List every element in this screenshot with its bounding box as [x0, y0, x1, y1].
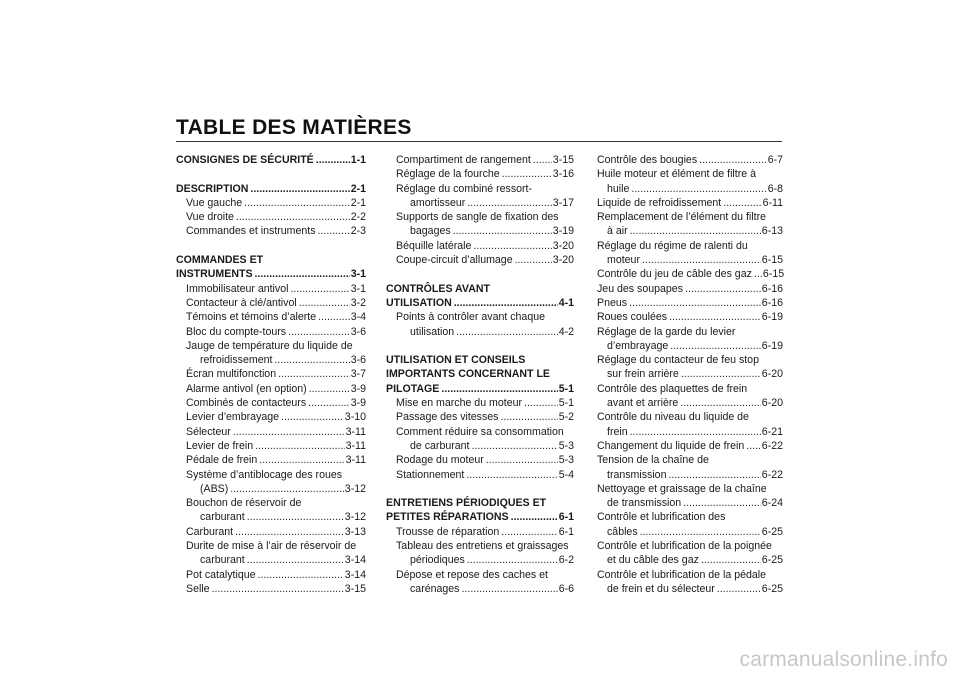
leader-dots: [236, 210, 350, 224]
toc-page: 6-8: [767, 182, 783, 195]
toc-entry-title: Témoins et témoins d’alerte: [186, 311, 317, 324]
toc-section-title: CONSIGNES DE SÉCURITÉ: [176, 154, 314, 166]
toc-entry-title: Carburant: [186, 525, 234, 538]
toc-page: 6-22: [761, 439, 783, 452]
toc-entry-title: Écran multifonction: [186, 368, 277, 381]
leader-dots: [524, 396, 558, 410]
toc-entry[interactable]: [176, 296, 366, 310]
toc-entry[interactable]: [176, 525, 366, 539]
leader-dots: [461, 582, 557, 596]
leader-dots: [680, 396, 761, 410]
toc-entry[interactable]: [176, 325, 366, 339]
toc-entry-line: Contrôle et lubrification de la pédale: [597, 568, 767, 581]
toc-page: 3-14: [344, 554, 366, 567]
toc-entry-line: Remplacement de l’élément du filtre: [597, 211, 766, 224]
toc-entry[interactable]: [597, 468, 783, 482]
toc-entry-line: Contrôle des plaquettes de frein: [597, 382, 748, 395]
toc-entry-line: Contrôle et lubrification des: [597, 511, 726, 524]
toc-entry[interactable]: [386, 396, 574, 410]
toc-section-line: ENTRETIENS PÉRIODIQUES ET: [386, 497, 547, 510]
leader-dots: [247, 510, 344, 524]
toc-entry[interactable]: [176, 382, 366, 396]
leader-dots: [274, 353, 349, 367]
leader-dots: [670, 339, 761, 353]
toc-entry-line: Tableau des entretiens et graissages: [396, 540, 569, 553]
toc-page: 6-22: [761, 468, 783, 481]
leader-dots: [669, 310, 761, 324]
toc-entry-line: Système d’antiblocage des roues: [186, 468, 343, 481]
toc-entry-title: Liquide de refroidissement: [597, 196, 722, 209]
leader-dots: [453, 224, 552, 238]
toc-entry-title: Combinés de contacteurs: [186, 397, 307, 410]
toc-section[interactable]: [176, 267, 366, 281]
leader-dots: [250, 182, 349, 196]
toc-entry-line: Réglage du régime de ralenti du: [597, 239, 748, 252]
toc-entry-title: avant et arrière: [607, 397, 679, 410]
leader-dots: [631, 182, 766, 196]
leader-dots: [299, 296, 350, 310]
toc-entry[interactable]: [386, 196, 574, 210]
toc-entry-title: à air: [607, 225, 628, 238]
toc-section[interactable]: [386, 382, 574, 396]
page-title: TABLE DES MATIÈRES: [176, 116, 412, 139]
leader-dots: [681, 367, 761, 381]
toc-entry[interactable]: [597, 153, 783, 167]
toc-entry[interactable]: [386, 325, 574, 339]
leader-dots: [467, 553, 558, 567]
toc-entry-line: Bouchon de réservoir de: [186, 497, 302, 510]
leader-dots: [466, 468, 557, 482]
toc-section-title: UTILISATION: [386, 296, 452, 309]
toc-entry-title: carburant: [200, 554, 245, 567]
toc-page: 5-4: [558, 468, 574, 481]
leader-dots: [500, 410, 557, 424]
toc-page: 3-12: [344, 511, 366, 524]
toc-entry[interactable]: [386, 553, 574, 567]
toc-entry-title: Roues coulées: [597, 311, 668, 324]
toc-entry[interactable]: [597, 496, 783, 510]
leader-dots: [754, 267, 762, 281]
leader-dots: [316, 153, 350, 167]
toc-section-line: UTILISATION ET CONSEILS: [386, 354, 526, 367]
toc-entry-title: Pot catalytique: [186, 568, 256, 581]
toc-section-line: IMPORTANTS CONCERNANT LE: [386, 368, 551, 381]
toc-entry-title: d’embrayage: [607, 339, 669, 352]
toc-entry-title: Stationnement: [396, 468, 465, 481]
leader-dots: [486, 453, 558, 467]
toc-entry[interactable]: [176, 410, 366, 424]
leader-dots: [255, 439, 344, 453]
leader-dots: [640, 525, 761, 539]
toc-entry[interactable]: [176, 425, 366, 439]
leader-dots: [212, 582, 344, 596]
toc-page: 3-7: [350, 368, 366, 381]
toc-entry-title: Coupe-circuit d’allumage: [396, 254, 513, 267]
toc-entry[interactable]: [597, 282, 783, 296]
leader-dots: [746, 439, 761, 453]
toc-entry-title: de frein et du sélecteur: [607, 582, 715, 595]
toc-entry[interactable]: [597, 525, 783, 539]
leader-dots: [309, 382, 350, 396]
toc-entry-title: périodiques: [410, 554, 465, 567]
toc-page: 6-16: [761, 282, 783, 295]
toc-section-title: INSTRUMENTS: [176, 268, 253, 281]
leader-dots: [258, 568, 344, 582]
leader-dots: [630, 224, 761, 238]
leader-dots: [318, 224, 350, 238]
toc-entry[interactable]: [176, 282, 366, 296]
leader-dots: [630, 425, 761, 439]
toc-section-title: PETITES RÉPARATIONS: [386, 511, 509, 524]
toc-page: 2-3: [350, 225, 366, 238]
toc-entry-line: Réglage de la garde du levier: [597, 325, 736, 338]
toc-page: 6-2: [558, 554, 574, 567]
toc-page: 6-25: [761, 525, 783, 538]
leader-dots: [290, 282, 349, 296]
toc-section[interactable]: [176, 153, 366, 167]
toc-page: 5-2: [558, 411, 574, 424]
leader-dots: [230, 482, 344, 496]
toc-entry-title: Trousse de réparation: [396, 525, 500, 538]
leader-dots: [502, 167, 552, 181]
toc-entry[interactable]: [386, 253, 574, 267]
toc-entry-title: Alarme antivol (en option): [186, 382, 307, 395]
toc-entry-line: Dépose et repose des caches et: [396, 568, 548, 581]
toc-entry-line: Réglage du contacteur de feu stop: [597, 354, 759, 367]
leader-dots: [723, 196, 761, 210]
toc-entry[interactable]: [597, 553, 783, 567]
toc-entry-title: Levier d’embrayage: [186, 411, 280, 424]
toc-entry-title: Changement du liquide de frein: [597, 439, 745, 452]
leader-dots: [699, 153, 767, 167]
toc-entry-title: Rodage du moteur: [396, 454, 484, 467]
toc-entry[interactable]: [386, 153, 574, 167]
toc-entry-title: Contrôle du jeu de câble des gaz: [597, 268, 752, 281]
toc-entry[interactable]: [176, 510, 366, 524]
toc-entry-title: Pneus: [597, 296, 628, 309]
leader-dots: [629, 296, 761, 310]
toc-entry-title: Vue droite: [186, 211, 234, 224]
toc-entry-title: amortisseur: [410, 196, 466, 209]
toc-entry[interactable]: [176, 482, 366, 496]
toc-page: 6-15: [761, 254, 783, 267]
toc-entry-line: Contrôle du niveau du liquide de: [597, 411, 749, 424]
toc-page: 5-1: [558, 397, 574, 410]
toc-entry[interactable]: [176, 310, 366, 324]
leader-dots: [473, 239, 551, 253]
toc-section-line: CONTRÔLES AVANT: [386, 282, 490, 295]
toc-entry-line: Tension de la chaîne de: [597, 454, 709, 467]
toc-page: 3-17: [552, 196, 574, 209]
leader-dots: [454, 296, 558, 310]
toc-entry-title: huile: [607, 182, 630, 195]
toc-page: 6-20: [761, 397, 783, 410]
toc-page: 3-15: [552, 154, 574, 166]
toc-entry[interactable]: [597, 253, 783, 267]
toc-entry-title: Réglage de la fourche: [396, 168, 500, 181]
toc-page: 3-1: [350, 268, 366, 281]
toc-page: 5-3: [558, 454, 574, 467]
toc-entry-line: Durite de mise à l’air de réservoir de: [186, 540, 357, 553]
toc-page: 6-19: [761, 311, 783, 324]
toc-entry-title: Selle: [186, 582, 210, 595]
toc-page: 3-11: [345, 454, 366, 467]
toc-entry[interactable]: [176, 210, 366, 224]
toc-page: 3-11: [345, 425, 366, 438]
toc-entry[interactable]: [386, 239, 574, 253]
leader-dots: [501, 525, 557, 539]
leader-dots: [288, 325, 350, 339]
leader-dots: [642, 253, 761, 267]
toc-entry[interactable]: [597, 224, 783, 238]
toc-entry[interactable]: [176, 439, 366, 453]
leader-dots: [235, 525, 344, 539]
toc-entry[interactable]: [176, 353, 366, 367]
toc-entry[interactable]: [597, 196, 783, 210]
toc-entry[interactable]: [176, 568, 366, 582]
toc-page: 3-13: [344, 525, 366, 538]
leader-dots: [233, 425, 345, 439]
leader-dots: [318, 310, 350, 324]
toc-entry[interactable]: [176, 582, 366, 596]
toc-entry[interactable]: [386, 167, 574, 181]
leader-dots: [701, 553, 761, 567]
toc-page: 6-11: [762, 196, 783, 209]
toc-entry[interactable]: [597, 267, 783, 281]
toc-page: 3-11: [345, 439, 366, 452]
toc-column-1: [176, 153, 366, 596]
toc-entry-title: Contrôle des bougies: [597, 154, 698, 166]
toc-page: 3-15: [344, 582, 366, 595]
toc-entry[interactable]: [597, 367, 783, 381]
toc-section[interactable]: [176, 182, 366, 196]
toc-page: 5-3: [558, 439, 574, 452]
toc-entry-line: Points à contrôler avant chaque: [396, 311, 545, 324]
toc-entry-line: Jauge de température du liquide de: [186, 339, 353, 352]
toc-entry-title: de carburant: [410, 439, 470, 452]
toc-page: 2-2: [350, 211, 366, 224]
toc-entry-title: Jeu des soupapes: [597, 282, 683, 295]
toc-entry[interactable]: [176, 367, 366, 381]
leader-dots: [244, 196, 350, 210]
leader-dots: [255, 267, 350, 281]
toc-entry[interactable]: [386, 582, 574, 596]
toc-page: 6-16: [761, 296, 783, 309]
leader-dots: [308, 396, 350, 410]
toc-entry-title: et du câble des gaz: [607, 554, 699, 567]
toc-page: 3-9: [350, 397, 366, 410]
toc-page: 3-6: [350, 325, 366, 338]
toc-entry[interactable]: [597, 396, 783, 410]
toc-entry-line: Supports de sangle de fixation des: [396, 211, 559, 224]
toc-page: 6-15: [762, 268, 785, 281]
leader-dots: [533, 153, 552, 167]
toc-entry-title: moteur: [607, 254, 640, 267]
toc-entry[interactable]: [386, 224, 574, 238]
toc-entry-line: Réglage du combiné ressort-: [396, 182, 533, 195]
toc-entry-title: (ABS): [200, 482, 229, 495]
toc-page: 4-1: [558, 296, 574, 309]
toc-page: 2-1: [350, 196, 366, 209]
toc-entry[interactable]: [176, 196, 366, 210]
toc-entry-title: sur frein arrière: [607, 368, 679, 381]
toc-entry-title: Bloc du compte-tours: [186, 325, 287, 338]
toc-entry-line: Nettoyage et graissage de la chaîne: [597, 482, 767, 495]
toc-page: 6-6: [558, 582, 574, 595]
toc-entry-title: transmission: [607, 468, 667, 481]
toc-entry[interactable]: [386, 439, 574, 453]
toc-entry-title: Contacteur à clé/antivol: [186, 296, 297, 309]
toc-entry-title: utilisation: [410, 325, 455, 338]
toc-entry[interactable]: [597, 296, 783, 310]
toc-page: 1-1: [350, 154, 366, 166]
toc-page: 2-1: [350, 182, 366, 195]
toc-entry[interactable]: [176, 453, 366, 467]
toc-page: 3-1: [350, 282, 366, 295]
leader-dots: [471, 439, 557, 453]
toc-entry-title: refroidissement: [200, 354, 273, 367]
toc-page: 6-21: [761, 425, 783, 438]
leader-dots: [281, 410, 344, 424]
leader-dots: [456, 325, 558, 339]
toc-entry[interactable]: [597, 182, 783, 196]
leader-dots: [717, 582, 761, 596]
toc-page: 6-25: [761, 582, 783, 595]
toc-entry[interactable]: [386, 525, 574, 539]
toc-entry-title: Commandes et instruments: [186, 225, 316, 238]
toc-page: 3-20: [552, 254, 574, 267]
leader-dots: [668, 468, 760, 482]
toc-page: 3-9: [350, 382, 366, 395]
toc-page: 6-1: [558, 525, 574, 538]
toc-entry[interactable]: [597, 582, 783, 596]
toc-entry[interactable]: [386, 410, 574, 424]
toc-entry-title: Immobilisateur antivol: [186, 282, 289, 295]
leader-dots: [278, 367, 350, 381]
toc-entry[interactable]: [176, 396, 366, 410]
toc-entry-title: Vue gauche: [186, 196, 243, 209]
leader-dots: [511, 510, 558, 524]
toc-page: 3-20: [552, 239, 574, 252]
leader-dots: [247, 553, 344, 567]
toc-page: 3-4: [350, 311, 366, 324]
leader-dots: [259, 453, 344, 467]
toc-section-title: DESCRIPTION: [176, 182, 249, 195]
toc-entry-title: carénages: [410, 582, 460, 595]
toc-entry[interactable]: [597, 439, 783, 453]
toc-entry-title: bagages: [410, 225, 451, 238]
toc-entry-title: Mise en marche du moteur: [396, 397, 523, 410]
toc-entry-line: Huile moteur et élément de filtre à: [597, 168, 756, 181]
toc-entry-title: Compartiment de rangement: [396, 154, 531, 166]
toc-section-title: PILOTAGE: [386, 382, 440, 395]
toc-page: 3-2: [350, 296, 366, 309]
leader-dots: [467, 196, 551, 210]
toc-page: 3-6: [350, 354, 366, 367]
title-rule: [176, 141, 782, 142]
toc-entry[interactable]: [597, 339, 783, 353]
toc-entry[interactable]: [597, 310, 783, 324]
toc-entry[interactable]: [176, 553, 366, 567]
watermark-text: carmanualsonline.info: [739, 648, 948, 671]
toc-page: 6-24: [761, 497, 783, 510]
leader-dots: [685, 282, 761, 296]
leader-dots: [515, 253, 552, 267]
toc-entry-title: Levier de frein: [186, 439, 254, 452]
toc-entry-title: Sélecteur: [186, 425, 231, 438]
toc-entry-title: carburant: [200, 511, 245, 524]
toc-entry-title: frein: [607, 425, 628, 438]
toc-entry-title: de transmission: [607, 497, 682, 510]
toc-page: 3-19: [552, 225, 574, 238]
toc-entry[interactable]: [386, 453, 574, 467]
leader-dots: [441, 382, 557, 396]
toc-entry[interactable]: [386, 468, 574, 482]
toc-page: 6-19: [761, 339, 783, 352]
toc-section-line: COMMANDES ET: [176, 254, 264, 267]
toc-page: 4-2: [558, 325, 574, 338]
toc-entry-title: câbles: [607, 525, 638, 538]
toc-entry[interactable]: [597, 425, 783, 439]
toc-entry[interactable]: [176, 224, 366, 238]
toc-page: 3-10: [344, 411, 366, 424]
toc-entry-title: Passage des vitesses: [396, 411, 499, 424]
toc-page: 3-14: [344, 568, 366, 581]
toc-page: 6-1: [558, 511, 574, 524]
toc-column-2: [386, 153, 574, 596]
toc-page: 6-25: [761, 554, 783, 567]
toc-section[interactable]: [386, 510, 574, 524]
toc-entry-title: Pédale de frein: [186, 454, 258, 467]
toc-entry-title: Béquille latérale: [396, 239, 472, 252]
toc-page: 5-1: [558, 382, 574, 395]
toc-entry-line: Contrôle et lubrification de la poignée: [597, 540, 772, 553]
toc-page: 3-16: [552, 168, 574, 181]
leader-dots: [683, 496, 761, 510]
toc-page: 6-13: [761, 225, 783, 238]
toc-page: 6-20: [761, 368, 783, 381]
toc-page: 3-12: [344, 482, 366, 495]
toc-page: 6-7: [767, 154, 783, 166]
toc-section[interactable]: [386, 296, 574, 310]
toc-column-3: [597, 153, 783, 596]
toc-entry-line: Comment réduire sa consommation: [396, 425, 564, 438]
